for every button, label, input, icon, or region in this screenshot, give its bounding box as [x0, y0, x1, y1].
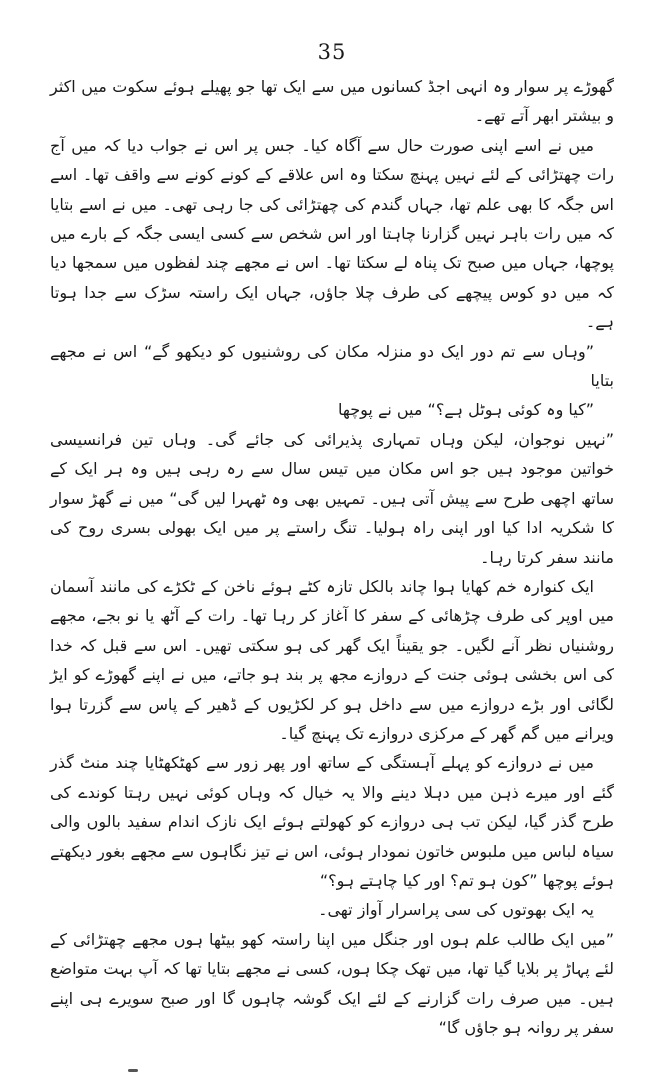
paragraph-1: گھوڑے پر سوار وہ انہی اجڈ کسانوں میں سے ایک تھا جو پھیلے ہوئے سکوت میں اکثر و بیشتر ابھر آتے تھے۔: [50, 77, 614, 126]
page-number: 35: [317, 40, 347, 64]
page-text: [50, 72, 614, 1042]
paragraph-9: ”میں ایک طالب علم ہوں اور جنگل میں اپنا راستہ کھو بیٹھا ہوں مجھے چھتڑائی کے لئے پہاڑ پر بلایا گیا تھا، میں تھک چکا ہوں، کسی نے مجھے بتایا تھا کہ آپ بہت متواضع ہیں۔ میں صرف رات گزارنے کے لئے ایک گوشہ چاہوں گا اور صبح سویرے ہی اپنے سفر پر روانہ ہو جاؤں گا“: [50, 929, 614, 1037]
paragraph-5: ”نہیں نوجوان، لیکن وہاں تمہاری پذیرائی کی جائے گی۔ وہاں تین فرانسیسی خواتین موجود ہیں جو اس مکان میں تیس سال سے رہ رہی ہیں وہ ہر ایک کے ساتھ اچھی طرح سے پیش آتی ہیں۔ تمہیں بھی وہ ٹھہرا لیں گی“ میں نے گھڑ سوار کا شکریہ ادا کیا اور اپنی راہ ہولیا۔ تنگ راستے پر میں ایک بھولی بسری روح کی مانند سفر کرتا رہا۔: [50, 429, 614, 567]
paragraph-4: ”کیا وہ کوئی ہوٹل ہے؟“ میں نے پوچھا: [338, 400, 594, 420]
paragraph-7: میں نے دروازے کو پہلے آہستگی کے ساتھ اور پھر زور سے کھٹکھٹایا چند منٹ گذر گئے اور میرے ذہن میں دہلا دینے والا یہ خیال کہ وہاں کوئی نہیں رہتا کوندے کی طرح گذر گیا، لیکن تب ہی دروازے کو کھولتے ہوئے ایک نازک اندام سفید بالوں والی سیاہ لباس میں ملبوس خاتون نمودار ہوئی، اس نے تیز نگاہوں سے مجھے بغور دیکھتے ہوئے پوچھا ”کون ہو تم؟ اور کیا چاہتے ہو؟“: [50, 753, 614, 890]
paragraph-6: ایک کنوارہ خم کھایا ہوا چاند بالکل تازہ کٹے ہوئے ناخن کے ٹکڑے کی مانند آسمان میں اوپر کی طرف چڑھائی کے سفر کا آغاز کر رہا تھا۔ رات کے آٹھ یا نو بجے، مجھے روشنیاں نظر آنے لگیں۔ جو یقیناً ایک گھر کی ہو سکتی تھیں۔ اس سے قبل کہ خدا کی اس بخشی ہوئی جنت کے دروازے مجھ پر بند ہو جاتے، میں نے اپنے گھوڑے کو ایڑ لگائی اور بڑے دروازے میں سے داخل ہو کر لکڑیوں کے ڈھیر کے پاس سے گزرتا ہوا ویرانے میں گم گھر کے مرکزی دروازے تک پہنچ گیا۔: [50, 576, 614, 743]
scan-mark: [128, 1069, 138, 1072]
paragraph-3: ”وہاں سے تم دور ایک دو منزلہ مکان کی روشنیوں کو دیکھو گے“ اس نے مجھے بتایا: [50, 341, 614, 391]
paragraph-2: میں نے اسے اپنی صورت حال سے آگاہ کیا۔ جس پر اس نے جواب دیا کہ میں آج رات چھتڑائی کے لئے نہیں پہنچ سکتا وہ اس علاقے کے کونے کونے سے واقف تھا۔ اسے اس جگہ کا بھی علم تھا، جہاں گندم کی چھتڑائی کی جا رہی تھی۔ میں نے اسے بتایا کہ میں رات باہر نہیں گزارنا چاہتا اور اس شخص سے کسی ایسی جگہ کے بارے میں پوچھا، جہاں میں صبح تک پناہ لے سکتا تھا۔ اس نے مجھے چند لفظوں میں سمجھا دیا کہ میں دو کوس پیچھے کی طرف چلا جاؤں، جہاں ایک راستہ سڑک سے جدا ہوتا ہے۔: [50, 135, 614, 332]
paragraph-8: یہ ایک بھوتوں کی سی پراسرار آواز تھی۔: [318, 900, 594, 920]
